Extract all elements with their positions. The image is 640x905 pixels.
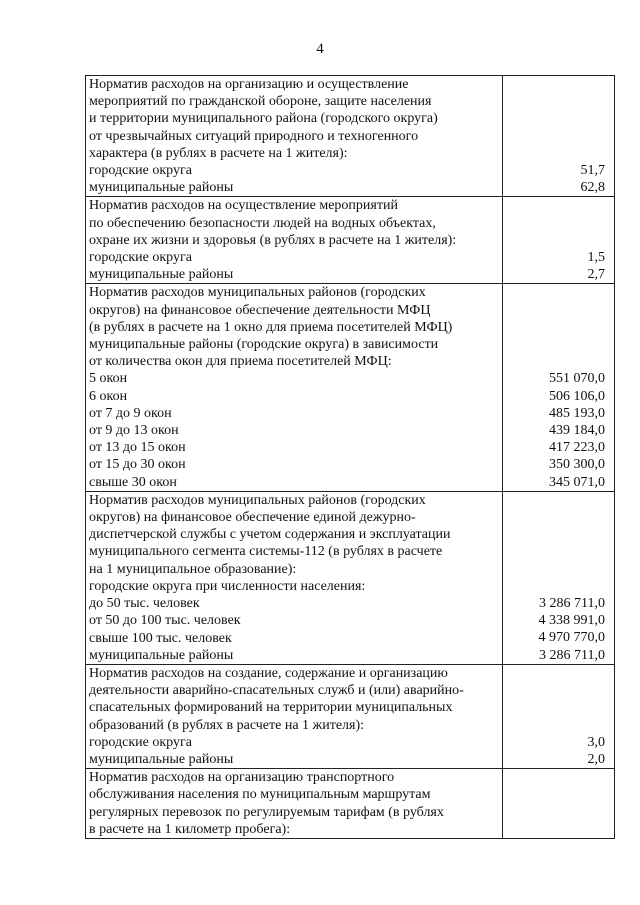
value-spacer (506, 682, 611, 699)
norm-item-label: от 50 до 100 тыс. человек (89, 613, 241, 629)
norm-values-cell (503, 491, 615, 664)
norm-item-value: 4 338 991,0 (538, 613, 605, 629)
norm-item-value: 3 286 711,0 (539, 647, 605, 663)
norm-title-line: округов) на финансовое обеспечение единой дежурно- (89, 510, 416, 526)
value-spacer (506, 336, 611, 353)
norms-table (85, 75, 615, 839)
norm-item-value: 51,7 (580, 162, 605, 178)
norm-section-row (86, 664, 615, 768)
norm-title-line: от чрезвычайных ситуаций природного и техногенного (89, 128, 419, 144)
norm-title-line: в расчете на 1 километр пробега): (89, 821, 291, 837)
norm-item-label: городские округа (89, 734, 192, 750)
value-spacer (506, 821, 611, 838)
norm-item-value: 551 070,0 (549, 371, 605, 387)
norm-title-line: характера (в рублях в расчете на 1 жителя): (89, 145, 348, 161)
norm-title-line: и территории муниципального района (городского округа) (89, 111, 438, 127)
value-spacer (506, 492, 611, 509)
norm-title-line: округов) на финансовое обеспечение деятельности МФЦ (89, 302, 431, 318)
value-spacer (506, 804, 611, 821)
norm-item-value: 3 286 711,0 (539, 596, 605, 611)
value-spacer (506, 509, 611, 526)
norm-values-cell (503, 769, 615, 839)
value-spacer (506, 284, 611, 301)
norm-title-line: Норматив расходов муниципальных районов (городских (89, 285, 426, 301)
norm-description-cell (86, 284, 503, 491)
norm-item-label: свыше 30 окон (89, 474, 177, 490)
norm-section-row (86, 491, 615, 664)
norm-item-label: от 15 до 30 окон (89, 457, 186, 473)
norm-item-value: 2,7 (587, 267, 605, 283)
norm-item-value: 345 071,0 (549, 474, 605, 490)
norms-table-body (86, 76, 615, 839)
value-spacer (506, 93, 611, 110)
norm-item-label: муниципальные районы (89, 180, 234, 196)
norm-item-label: муниципальные районы (89, 267, 234, 283)
value-spacer (506, 145, 611, 162)
norm-item-label: 5 окон (89, 371, 128, 387)
norm-item-label: от 7 до 9 окон (89, 405, 172, 421)
norm-item-value: 2,0 (587, 751, 605, 767)
norm-values-cell (503, 664, 615, 768)
norm-values-cell (503, 284, 615, 491)
norm-description-cell (86, 769, 503, 839)
norm-title-line: охране их жизни и здоровья (в рублях в расчете на 1 жителя): (89, 232, 457, 248)
norm-section-row (86, 769, 615, 839)
value-spacer (506, 578, 611, 595)
norm-title-line: регулярных перевозок по регулируемым тарифам (в рублях (89, 804, 444, 820)
value-spacer (506, 543, 611, 560)
norm-item-label: до 50 тыс. человек (89, 596, 200, 612)
norm-title-line: городские округа при численности населения: (89, 578, 366, 594)
norm-title-line: обслуживания населения по муниципальным маршрутам (89, 787, 431, 803)
norm-item-value: 506 106,0 (549, 388, 605, 404)
norm-item-value: 1,5 (587, 249, 605, 265)
norm-item-value: 485 193,0 (549, 405, 605, 421)
norm-item-value: 62,8 (580, 180, 605, 196)
norm-section-row (86, 76, 615, 197)
norm-description-cell (86, 491, 503, 664)
value-spacer (506, 302, 611, 319)
norm-title-line: диспетчерской службы с учетом содержания и эксплуатации (89, 527, 451, 543)
norm-title-line: Норматив расходов на создание, содержание и организацию (89, 665, 448, 681)
norm-title-line: Норматив расходов на организацию и осуществление (89, 77, 409, 92)
norm-item-label: 6 окон (89, 388, 128, 404)
norm-item-value: 417 223,0 (549, 440, 605, 456)
norm-title-line: Норматив расходов на организацию транспортного (89, 770, 395, 786)
norm-item-label: муниципальные районы (89, 751, 234, 767)
norm-item-label: от 13 до 15 окон (89, 440, 186, 456)
value-spacer (506, 786, 611, 803)
norm-description-cell (86, 76, 503, 197)
norm-title-line: деятельности аварийно-спасательных служб и (или) аварийно- (89, 683, 464, 699)
norm-title-line: Норматив расходов муниципальных районов (городских (89, 492, 426, 508)
norm-title-line: муниципального сегмента системы-112 (в рублях в расчете (89, 544, 443, 560)
value-spacer (506, 561, 611, 578)
norm-title-line: муниципальные районы (городские округа) в зависимости (89, 337, 439, 353)
norm-title-line: (в рублях в расчете на 1 окно для приема посетителей МФЦ) (89, 319, 453, 335)
norm-item-value: 350 300,0 (549, 457, 605, 473)
norm-description-cell (86, 664, 503, 768)
value-spacer (506, 215, 611, 232)
page-number: 4 (316, 41, 324, 57)
value-spacer (506, 197, 611, 214)
norm-title-line: спасательных формирований на территории муниципальных (89, 700, 453, 716)
value-spacer (506, 665, 611, 682)
norm-title-line: мероприятий по гражданской обороне, защите населения (89, 94, 432, 110)
norm-item-label: муниципальные районы (89, 647, 234, 663)
value-spacer (506, 769, 611, 786)
norm-values-cell (503, 197, 615, 284)
norm-item-value: 4 970 770,0 (538, 630, 605, 646)
value-spacer (506, 232, 611, 249)
norm-item-label: городские округа (89, 250, 192, 266)
value-spacer (506, 110, 611, 127)
value-spacer (506, 353, 611, 370)
value-spacer (506, 526, 611, 543)
norm-title-line: от количества окон для приема посетителей МФЦ: (89, 354, 392, 370)
norm-title-line: на 1 муниципальное образование): (89, 561, 297, 577)
value-spacer (506, 76, 611, 93)
norm-title-line: Норматив расходов на осуществление мероприятий (89, 198, 398, 214)
norm-values-cell (503, 76, 615, 197)
norm-item-label: городские округа (89, 163, 192, 179)
norm-section-row (86, 284, 615, 491)
norm-item-value: 3,0 (587, 734, 605, 750)
value-spacer (506, 716, 611, 733)
norm-item-label: свыше 100 тыс. человек (89, 630, 232, 646)
norm-description-cell (86, 197, 503, 284)
value-spacer (506, 128, 611, 145)
norm-item-value: 439 184,0 (549, 422, 605, 438)
value-spacer (506, 699, 611, 716)
norm-section-row (86, 197, 615, 284)
norm-title-line: по обеспечению безопасности людей на водных объектах, (89, 215, 436, 231)
norm-item-label: от 9 до 13 окон (89, 423, 179, 439)
norm-title-line: образований (в рублях в расчете на 1 жителя): (89, 717, 365, 733)
value-spacer (506, 319, 611, 336)
